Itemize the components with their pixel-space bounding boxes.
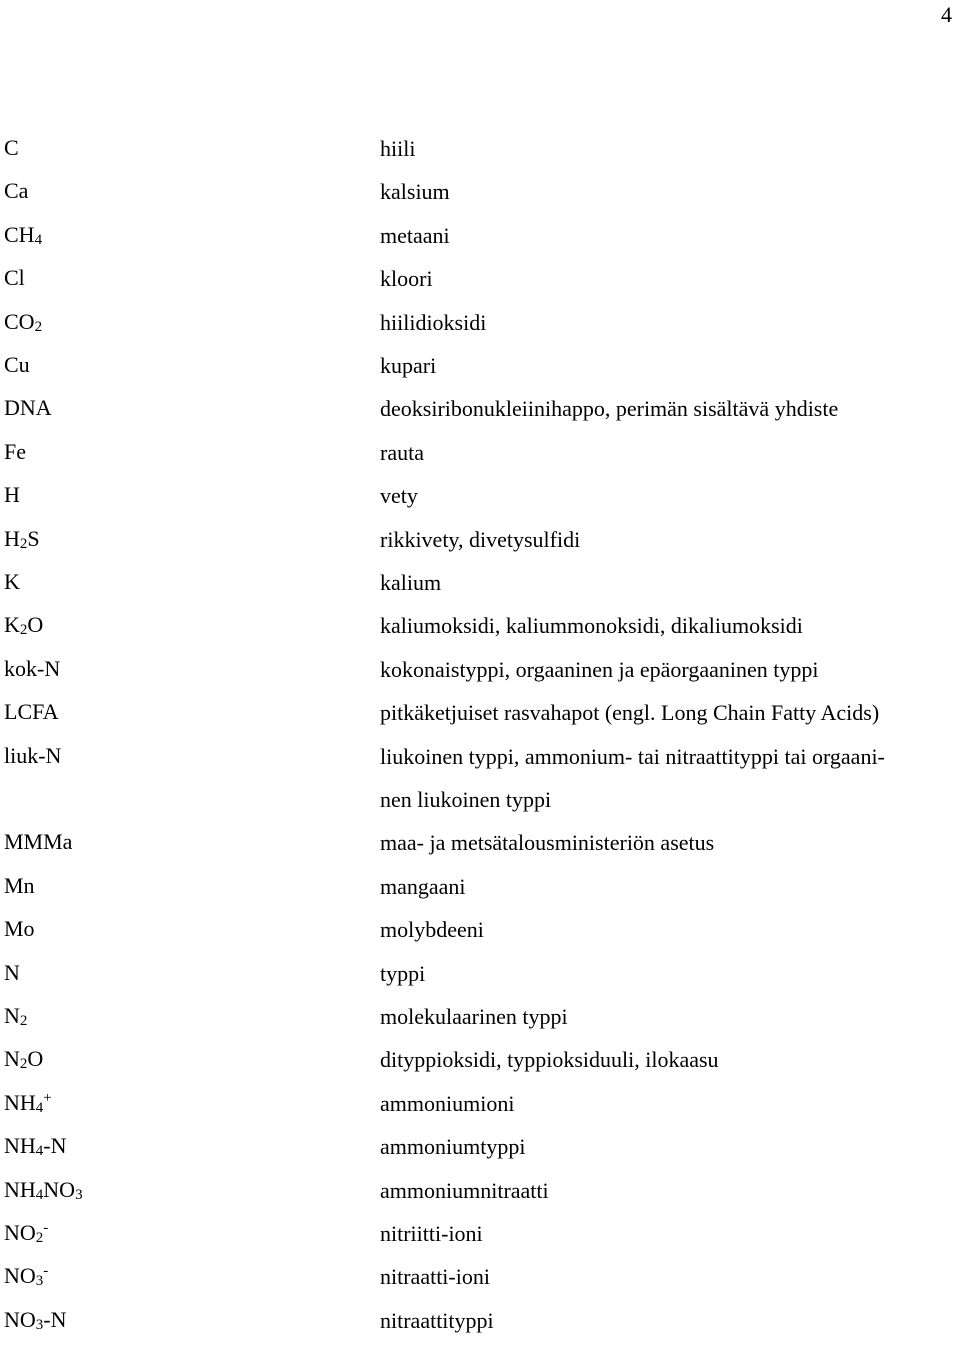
abbreviation-definition [380,301,956,344]
abbreviation-term-part: DNA [4,395,52,421]
abbreviation-term-part: 3 [35,1273,44,1290]
abbreviation-term-part: - [43,1220,49,1236]
abbreviation-definition [380,995,956,1038]
abbreviation-definition [380,952,956,995]
abbreviation-term-part: 2 [19,1056,28,1073]
abbreviation-term [4,395,52,421]
abbreviation-term [4,699,59,725]
abbreviation-definition [380,735,956,821]
abbreviation-term-part: NH [4,1133,36,1159]
abbreviation-term [4,439,26,465]
definition-line: kloori [380,266,433,292]
abbreviation-term-part: K [4,569,20,594]
abbreviation-term [4,960,20,986]
definition-line: nitraattityppi [380,1307,494,1333]
abbreviation-term-part: 2 [19,1013,28,1029]
abbreviation-term [4,656,60,682]
abbreviation-term-part: liuk-N [4,742,62,768]
abbreviation-term-part: N [4,959,20,985]
abbreviation-term [4,569,20,595]
abbreviation-definition [380,474,956,517]
abbreviation-term-part: N [4,1003,20,1028]
abbreviation-term [4,1307,67,1333]
abbreviation-definition [380,1125,956,1168]
definition-line: molekulaarinen typpi [380,1004,568,1029]
definition-line: vety [380,483,418,509]
abbreviation-definition [380,127,956,170]
abbreviation-definition [380,1169,956,1212]
abbreviation-row [0,742,960,812]
abbreviation-term-part: NO [4,1263,36,1289]
definition-line: kokonaistyppi, orgaaninen ja epäorgaaninen typpi [380,656,819,682]
abbreviation-definition [380,691,956,734]
abbreviation-term-part: 2 [35,1230,44,1246]
abbreviation-term-part: NO [4,1220,36,1245]
abbreviation-term-part: S [27,525,40,551]
abbreviation-definition [380,257,956,300]
abbreviation-term [4,526,40,552]
abbreviation-term [4,482,20,508]
abbreviation-definition [380,170,956,213]
abbreviation-term [4,135,19,161]
abbreviation-definition [380,344,956,387]
definition-line: kupari [380,353,437,378]
abbreviation-term-part: O [27,612,44,638]
abbreviation-term-part: NH [4,1176,36,1202]
abbreviation-definition [380,648,956,691]
abbreviation-term [4,916,35,942]
abbreviation-term-part: 4 [34,231,43,248]
abbreviation-term [4,1090,52,1116]
abbreviation-term-part: MMMa [4,829,73,855]
abbreviation-term [4,1220,48,1246]
abbreviation-definition [380,1299,956,1342]
abbreviation-definition [380,604,956,647]
abbreviation-term-part: K [4,612,20,638]
abbreviation-term-part: NO [43,1176,76,1202]
abbreviation-term-part: 4 [35,1143,44,1160]
abbreviation-term-part: 3 [35,1316,44,1333]
abbreviation-term-part: kok-N [4,655,61,681]
abbreviation-term-part: Mo [4,916,35,942]
definition-line: pitkäketjuiset rasvahapot (engl. Long Chain Fatty Acids) [380,700,880,726]
abbreviation-definition [380,1038,956,1081]
abbreviation-row [0,1307,960,1350]
abbreviation-term-part: + [43,1089,52,1106]
definition-line: metaani [380,222,450,248]
definition-line: ammoniumnitraatti [380,1177,549,1203]
definition-line: molybdeeni [380,917,484,943]
definition-line: dityppioksidi, typpioksiduuli, ilokaasu [380,1047,719,1073]
definition-line: hiili [380,136,416,161]
abbreviation-term [4,178,28,204]
abbreviation-term-part: Cu [4,352,30,377]
definition-line: mangaani [380,873,466,899]
abbreviation-definition [380,387,956,430]
abbreviation-term-part: NH [4,1089,36,1115]
abbreviation-term-part: 2 [34,318,43,335]
abbreviation-term-part: CH [4,221,35,247]
abbreviation-term-part: N [4,1046,20,1072]
abbreviation-term [4,1046,43,1072]
abbreviation-term [4,743,61,769]
abbreviation-term [4,265,25,291]
abbreviation-term-part: Ca [4,178,29,204]
abbreviation-definition [380,1255,956,1298]
definition-line: nen liukoinen typpi [380,786,552,812]
abbreviation-term-part: Cl [4,265,25,291]
abbreviation-definition [380,821,956,864]
abbreviation-term-part: 2 [19,535,28,552]
abbreviation-term [4,309,42,335]
abbreviation-term-part: Mn [4,872,35,898]
definition-line: kalsium [380,179,450,205]
abbreviation-term [4,612,43,638]
definition-line: ammoniumtyppi [380,1134,526,1160]
abbreviation-term-part: H [4,482,20,508]
definition-line: rauta [380,439,424,465]
abbreviation-term [4,1003,27,1029]
abbreviation-term [4,352,30,378]
abbreviation-term-part: C [4,135,19,160]
definition-line: nitraatti-ioni [380,1264,490,1290]
abbreviation-term [4,829,72,855]
abbreviation-definition [380,561,956,604]
abbreviation-definition [380,865,956,908]
definition-line: kaliumoksidi, kaliummonoksidi, dikaliumoksidi [380,613,803,639]
definition-line: liukoinen typpi, ammonium- tai nitraattityppi tai orgaani- [380,743,885,769]
abbreviation-definition [380,908,956,951]
definition-line: nitriitti-ioni [380,1221,483,1246]
abbreviation-term-part: - [43,1263,49,1280]
abbreviation-term [4,1263,48,1289]
definition-line: typpi [380,960,426,986]
definition-line: maa- ja metsätalousministeriön asetus [380,830,715,856]
abbreviation-term-part: O [27,1046,44,1072]
definition-line: rikkivety, divetysulfidi [380,526,581,552]
definition-line: hiilidioksidi [380,309,487,335]
abbreviation-definition [380,518,956,561]
abbreviation-term-part: NO [4,1306,36,1332]
abbreviation-definition [380,1082,956,1125]
definition-line: deoksiribonukleiinihappo, perimän sisältävä yhdiste [380,396,839,422]
abbreviation-term-part: 3 [75,1186,83,1203]
abbreviation-term-part: 4 [35,1099,44,1116]
abbreviation-term-part: -N [43,1133,67,1159]
definition-line: kalium [380,570,442,595]
abbreviation-term [4,222,42,248]
abbreviation-term [4,1133,67,1159]
abbreviation-term [4,1177,83,1203]
abbreviation-definition [380,214,956,257]
abbreviation-definition [380,1212,956,1255]
abbreviation-term-part: H [4,525,20,551]
abbreviation-definition [380,431,956,474]
abbreviation-term-part: 4 [35,1186,44,1203]
abbreviation-term-part: -N [43,1306,67,1332]
abbreviation-term-part: 2 [19,622,28,639]
abbreviation-term-part: Fe [4,438,26,464]
abbreviation-term-part: LCFA [4,699,59,725]
page-number: 4 [941,2,952,27]
abbreviation-term [4,873,35,899]
abbreviation-term-part: CO [4,308,35,334]
definition-line: ammoniumioni [380,1090,515,1116]
